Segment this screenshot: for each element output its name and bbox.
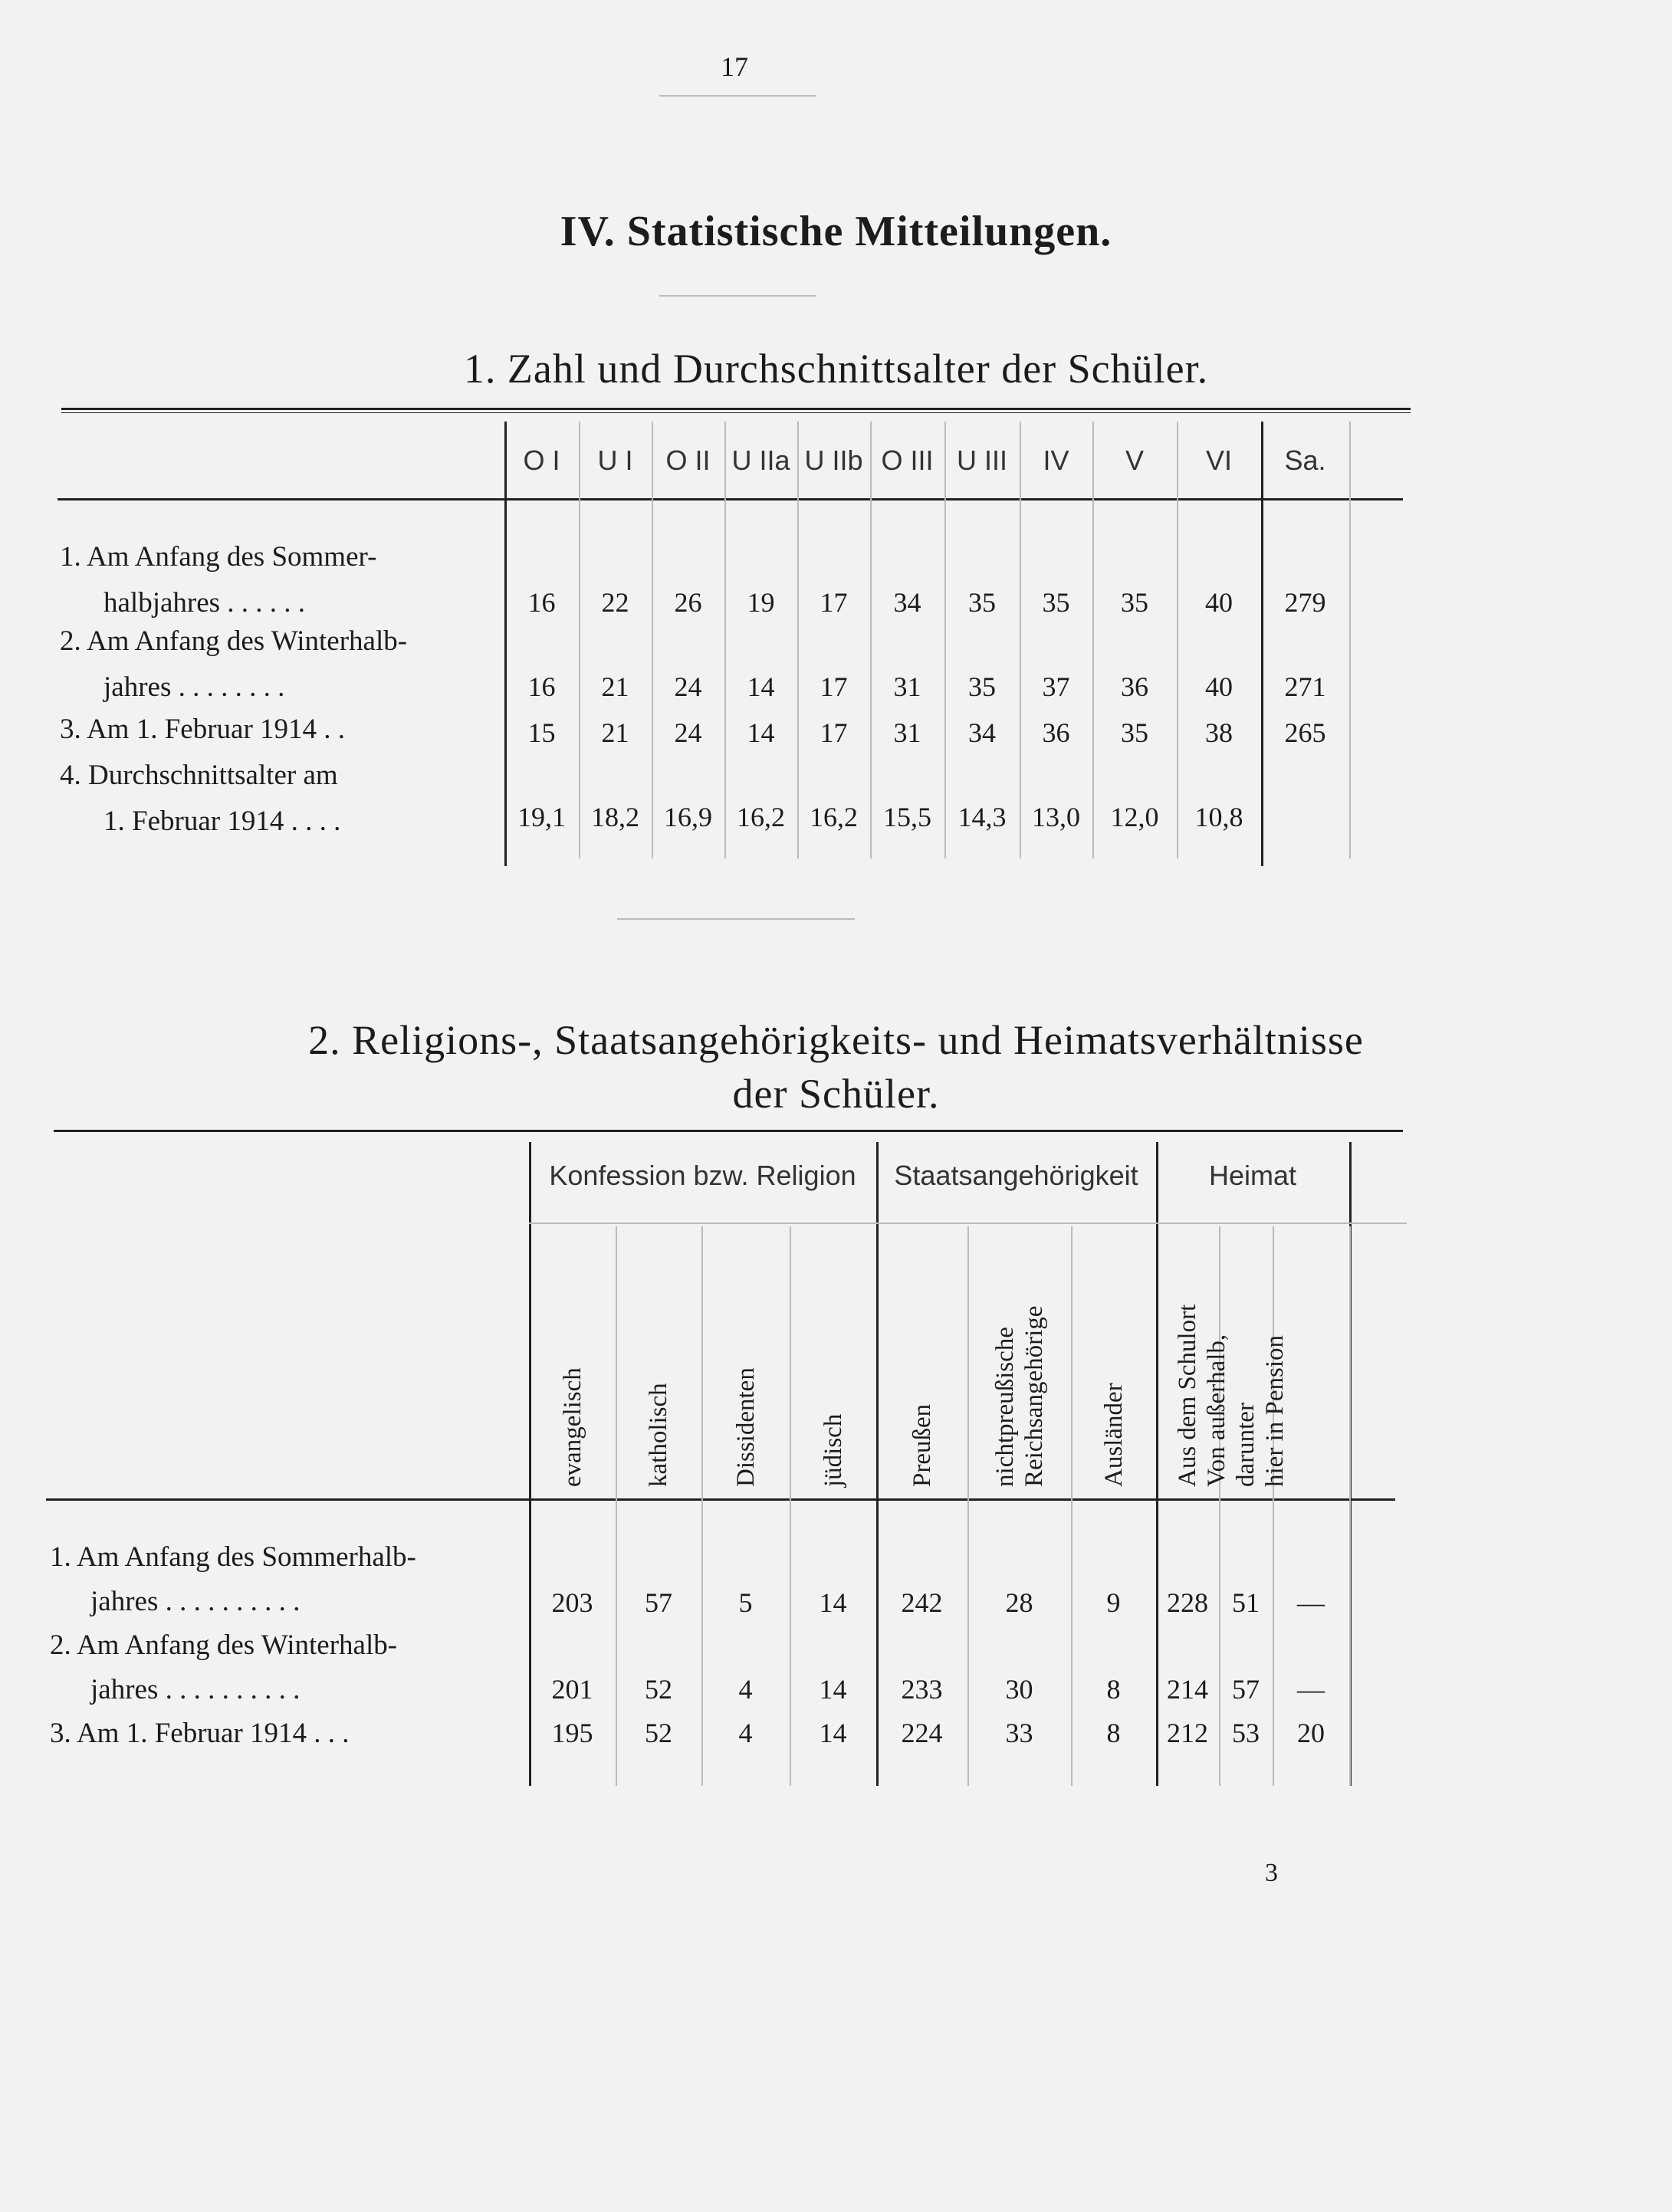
- section1-col-line: [1177, 422, 1178, 858]
- section1-cell: 31: [893, 717, 921, 748]
- section1-cell: 16,9: [664, 802, 712, 832]
- section1-cell: 26: [674, 587, 702, 618]
- section1-col-line: [944, 422, 946, 858]
- section2-group-header: Staatsangehörigkeit: [894, 1160, 1138, 1191]
- section1-cell: 19,1: [517, 802, 566, 832]
- section1-cell: 35: [1121, 717, 1148, 748]
- section2-cell: 4: [738, 1718, 753, 1748]
- section1-title: 1. Zahl und Durchschnittsalter der Schüler.: [463, 346, 1209, 392]
- section1-col-line: [652, 422, 653, 858]
- section2-cell: 233: [901, 1674, 943, 1705]
- section1-cell: 14: [747, 671, 775, 702]
- section1-col-header: O III: [881, 445, 934, 476]
- section2-row-label: jahres . . . . . . . . . .: [90, 1674, 301, 1705]
- title-divider: [659, 295, 816, 297]
- section1-cell: 16: [527, 587, 556, 618]
- section2-cell: 201: [551, 1674, 593, 1705]
- section1-cell: 15,5: [883, 802, 931, 832]
- section1-cell: 37: [1042, 671, 1070, 702]
- section1-cell: 18,2: [591, 802, 639, 832]
- section2-subcol-line: [1349, 1226, 1351, 1786]
- section2-cell: 14: [819, 1718, 847, 1748]
- section2-subcol-header: Dissidenten: [731, 1367, 760, 1487]
- section2-group-header: Heimat: [1208, 1160, 1297, 1191]
- section1-col-header: U I: [597, 445, 633, 476]
- section2-cell: 51: [1232, 1587, 1260, 1618]
- section1-cell: 38: [1205, 717, 1233, 748]
- section2-cell: 212: [1167, 1718, 1208, 1748]
- section1-cell: 15: [527, 717, 556, 748]
- section1-col-line: [724, 422, 726, 858]
- section1-row-label: jahres . . . . . . . .: [103, 671, 285, 703]
- section2-subcol-header: katholisch: [645, 1383, 672, 1487]
- section1-cell: 40: [1205, 587, 1233, 618]
- section2-cell: 242: [901, 1587, 943, 1618]
- section2-title-line1: 2. Religions-, Staatsangehörigkeits- und Heimatsverhältnisse: [308, 1017, 1364, 1063]
- section1-cell: 24: [674, 671, 702, 702]
- section2-cell: —: [1297, 1674, 1325, 1705]
- section2-subcol-header: hier in Pension: [1261, 1335, 1289, 1487]
- section2-cell: 20: [1297, 1718, 1325, 1748]
- main-title: IV. Statistische Mitteilungen.: [560, 208, 1112, 255]
- section1-col-header: VI: [1205, 445, 1232, 476]
- section1-col-header: IV: [1043, 445, 1069, 476]
- section1-cell: 35: [1121, 587, 1148, 618]
- section2-subcol-header: jüdisch: [819, 1413, 847, 1487]
- section2-header-rule: [46, 1498, 1395, 1501]
- section2-group-header: Konfession bzw. Religion: [549, 1160, 856, 1191]
- section1-cell: 34: [968, 717, 996, 748]
- section2-cell: 228: [1167, 1587, 1208, 1618]
- section1-row-label: 2. Am Anfang des Winterhalb-: [60, 625, 408, 657]
- section2-title-line2: der Schüler.: [732, 1071, 940, 1117]
- section2-cell: 224: [901, 1718, 943, 1748]
- section1-col-header: U III: [956, 445, 1007, 476]
- section2-cell: 28: [1005, 1587, 1033, 1618]
- section1-cell: 16: [527, 671, 556, 702]
- section2-top-rule: [54, 1130, 1403, 1132]
- section1-row-label: 1. Februar 1914 . . . .: [103, 806, 341, 837]
- section2-group-underline: [529, 1223, 1407, 1224]
- section2-cell: 214: [1167, 1674, 1208, 1705]
- section1-col-line: [504, 422, 507, 866]
- section1-header-rule: [57, 498, 1403, 500]
- section1-col-line: [1020, 422, 1021, 858]
- section1-row-label: 1. Am Anfang des Sommer-: [60, 541, 377, 573]
- section1-cell: 279: [1284, 587, 1326, 618]
- section1-cell: 265: [1284, 717, 1326, 748]
- section1-cell: 36: [1121, 671, 1148, 702]
- section1-cell: 12,0: [1110, 802, 1159, 832]
- page-number-bottom: 3: [1265, 1859, 1278, 1887]
- section2-cell: 14: [819, 1587, 847, 1618]
- section1-cell: 14: [747, 717, 775, 748]
- header-divider: [659, 95, 816, 97]
- section1-col-line: [1349, 422, 1351, 858]
- section1-cell: 35: [968, 587, 996, 618]
- section1-col-header: V: [1125, 445, 1144, 476]
- section2-cell: 57: [645, 1587, 672, 1618]
- section1-cell: 17: [820, 717, 848, 748]
- section1-col-line: [1261, 422, 1263, 866]
- section1-col-line: [870, 422, 872, 858]
- section1-cell: 31: [893, 671, 921, 702]
- section2-cell: 5: [738, 1587, 753, 1618]
- section1-cell: 17: [820, 671, 848, 702]
- section1-top-rule-thin: [61, 412, 1411, 413]
- section1-cell: 21: [601, 671, 629, 702]
- section1-cell: 14,3: [958, 802, 1007, 832]
- section2-cell: 8: [1106, 1674, 1121, 1705]
- section1-top-rule: [61, 408, 1411, 410]
- section1-cell: 22: [601, 587, 629, 618]
- section2-row-label: 3. Am 1. Februar 1914 . . .: [50, 1718, 350, 1749]
- section2-cell: 57: [1232, 1674, 1260, 1705]
- section1-cell: 40: [1205, 671, 1233, 702]
- section2-subcol-header: evangelisch: [558, 1367, 586, 1487]
- section2-subcol-header: Preußen: [908, 1403, 936, 1487]
- section2-cell: 30: [1005, 1674, 1033, 1705]
- section1-cell: 21: [601, 717, 629, 748]
- section2-cell: 9: [1106, 1587, 1121, 1618]
- section1-row-label: halbjahres . . . . . .: [103, 587, 306, 619]
- section1-cell: 36: [1042, 717, 1070, 748]
- section1-cell: 16,2: [737, 802, 785, 832]
- section1-cell: 19: [747, 587, 775, 618]
- section1-row-label: 3. Am 1. Februar 1914 . .: [60, 714, 346, 745]
- section2-subcol-header: Reichsangehörige: [1020, 1305, 1048, 1487]
- section2-cell: 52: [645, 1674, 672, 1705]
- section2-cell: 14: [819, 1674, 847, 1705]
- section2-cell: 195: [551, 1718, 593, 1748]
- section2-cell: 53: [1232, 1718, 1260, 1748]
- section2-subcol-header: nichtpreußische: [990, 1327, 1019, 1487]
- section1-cell: 17: [820, 587, 848, 618]
- section1-col-header: U IIb: [804, 445, 863, 476]
- section2-cell: 203: [551, 1587, 593, 1618]
- section1-col-header: U IIa: [731, 445, 790, 476]
- section2-cell: 8: [1106, 1718, 1121, 1748]
- section1-cell: 271: [1284, 671, 1326, 702]
- section1-cell: 35: [1042, 587, 1070, 618]
- section2-subcol-header: Von außerhalb,: [1203, 1334, 1230, 1487]
- section1-cell: 13,0: [1032, 802, 1080, 832]
- section1-col-header: Sa.: [1284, 445, 1326, 476]
- section2-subcol-header: darunter: [1232, 1403, 1260, 1487]
- section1-col-header: O II: [665, 445, 711, 476]
- section1-cell: 16,2: [810, 802, 858, 832]
- section1-col-line: [1092, 422, 1094, 858]
- section2-subcol-header: Aus dem Schulort: [1174, 1304, 1201, 1487]
- section2-cell: —: [1297, 1587, 1325, 1618]
- section1-col-header: O I: [523, 445, 560, 476]
- section2-row-label: 1. Am Anfang des Sommerhalb-: [50, 1541, 416, 1573]
- section1-row-label: 4. Durchschnittsalter am: [60, 760, 338, 791]
- section2-row-label: jahres . . . . . . . . . .: [90, 1586, 301, 1617]
- page-number-top: 17: [721, 51, 748, 82]
- section2-row-label: 2. Am Anfang des Winterhalb-: [50, 1629, 398, 1661]
- section1-col-line: [579, 422, 580, 858]
- section2-cell: 52: [645, 1718, 672, 1748]
- section2-cell: 4: [738, 1674, 753, 1705]
- section1-cell: 34: [893, 587, 921, 618]
- section1-cell: 24: [674, 717, 702, 748]
- section-divider: [617, 918, 855, 920]
- section1-col-line: [797, 422, 799, 858]
- section2-subcol-header: Ausländer: [1099, 1383, 1128, 1487]
- section1-cell: 10,8: [1194, 802, 1243, 832]
- section2-cell: 33: [1005, 1718, 1033, 1748]
- section1-cell: 35: [968, 671, 996, 702]
